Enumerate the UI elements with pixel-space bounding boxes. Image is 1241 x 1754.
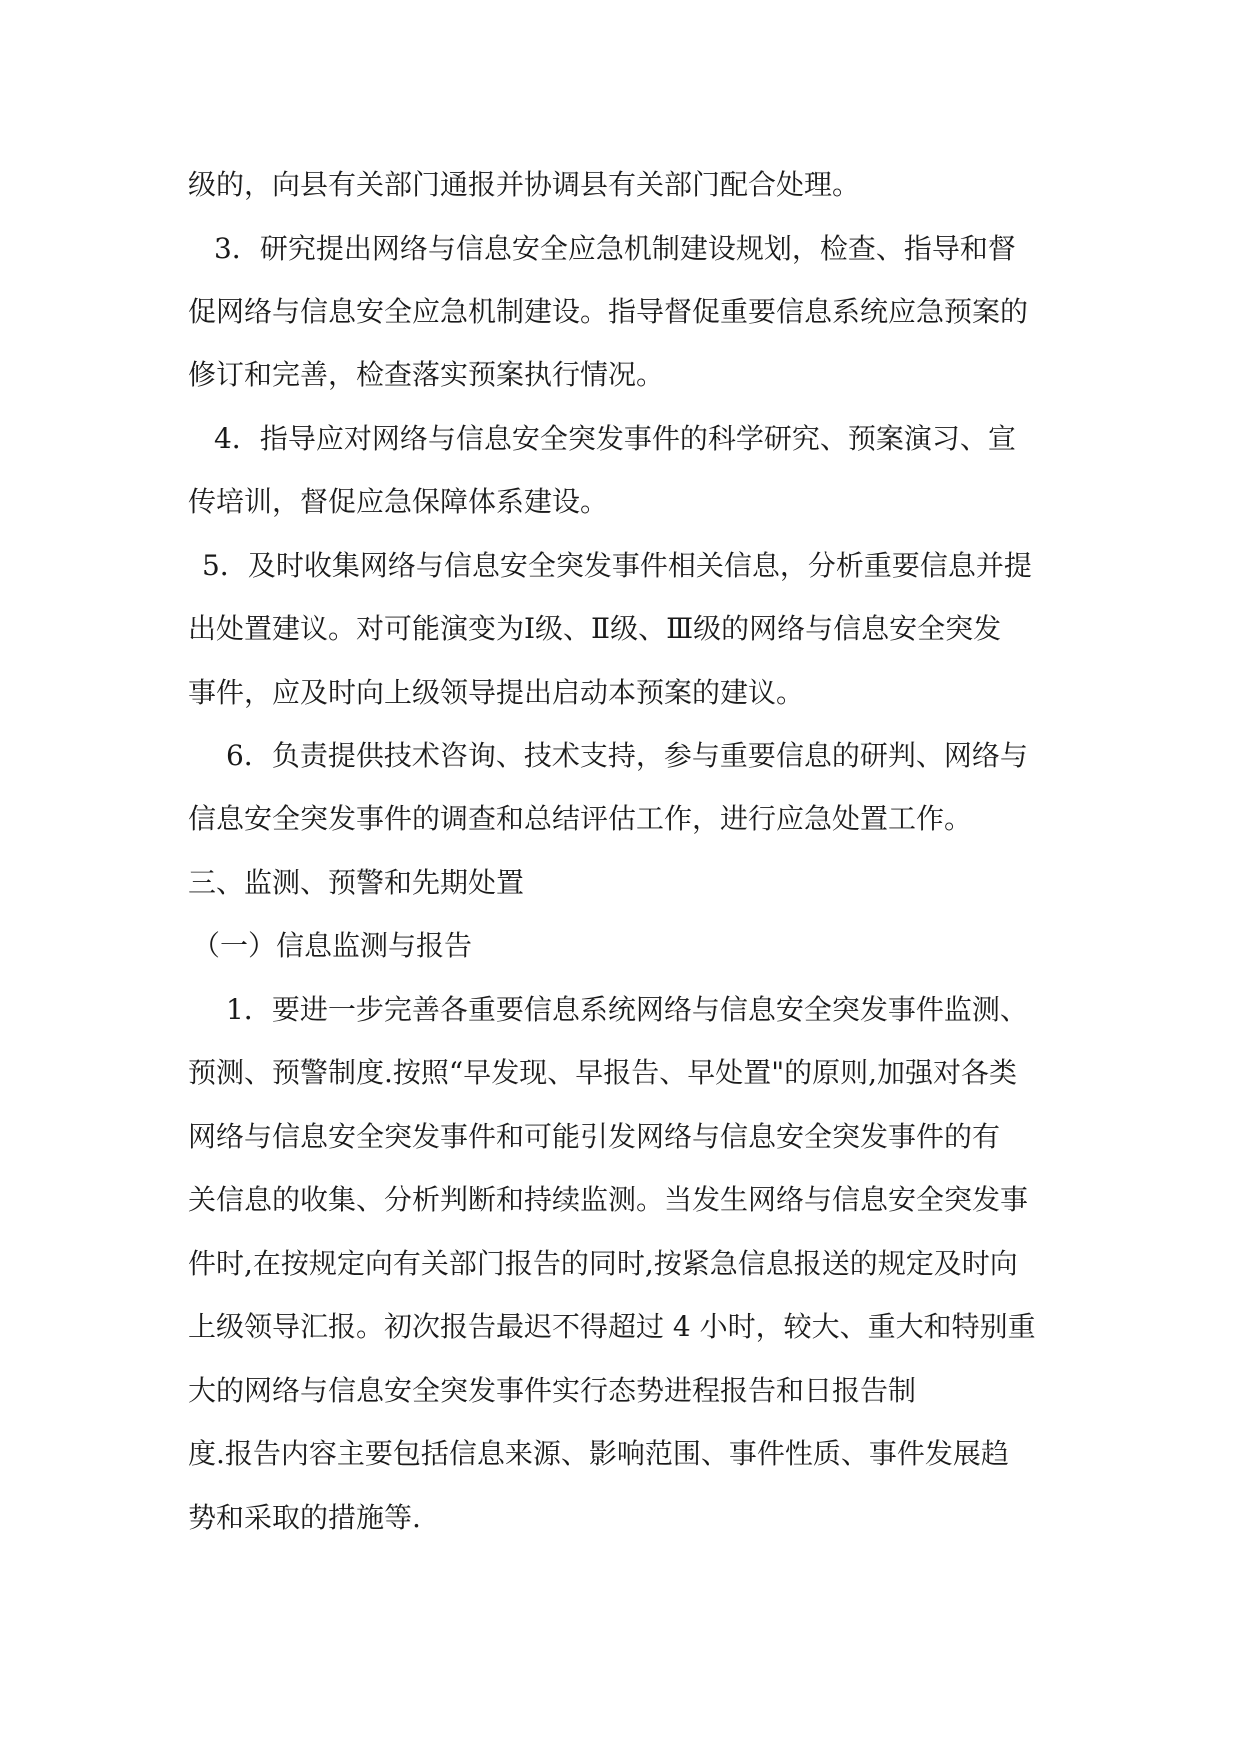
text-line: 修订和完善，检查落实预案执行情况。 (188, 358, 665, 391)
subsection-heading: （一）信息监测与报告 (192, 929, 473, 962)
text-line: 预测、预警制度.按照“早发现、早报告、早处置"的原则,加强对各类 (188, 1056, 1017, 1089)
text-line: 5．及时收集网络与信息安全突发事件相关信息，分析重要信息并提 (202, 549, 1032, 582)
text-line: 势和采取的措施等. (188, 1501, 421, 1534)
text-line: 事件，应及时向上级领导提出启动本预案的建议。 (188, 676, 805, 709)
text-line: 出处置建议。对可能演变为Ⅰ级、Ⅱ级、Ⅲ级的网络与信息安全突发 (188, 612, 1002, 645)
text-line: 上级领导汇报。初次报告最迟不得超过 4 小时，较大、重大和特别重 (188, 1310, 1036, 1343)
text-line: 4．指导应对网络与信息安全突发事件的科学研究、预案演习、宣 (214, 422, 1016, 455)
text-line: 级的，向县有关部门通报并协调县有关部门配合处理。 (188, 168, 861, 201)
text-line: 信息安全突发事件的调查和总结评估工作，进行应急处置工作。 (188, 802, 973, 835)
text-line: 网络与信息安全突发事件和可能引发网络与信息安全突发事件的有 (188, 1120, 1001, 1153)
text-line: 度.报告内容主要包括信息来源、影响范围、事件性质、事件发展趋 (188, 1437, 1009, 1470)
text-line: 关信息的收集、分析判断和持续监测。当发生网络与信息安全突发事 (188, 1183, 1029, 1216)
section-heading: 三、监测、预警和先期处置 (188, 866, 525, 899)
text-line: 6．负责提供技术咨询、技术支持，参与重要信息的研判、网络与 (226, 739, 1028, 772)
text-line: 1．要进一步完善各重要信息系统网络与信息安全突发事件监测、 (226, 993, 1028, 1026)
text-line: 大的网络与信息安全突发事件实行态势进程报告和日报告制 (188, 1374, 917, 1407)
text-line: 件时,在按规定向有关部门报告的同时,按紧急信息报送的规定及时向 (188, 1247, 1018, 1280)
text-line: 3．研究提出网络与信息安全应急机制建设规划，检查、指导和督 (214, 232, 1016, 265)
text-line: 促网络与信息安全应急机制建设。指导督促重要信息系统应急预案的 (188, 295, 1029, 328)
text-line: 传培训，督促应急保障体系建设。 (188, 485, 609, 518)
